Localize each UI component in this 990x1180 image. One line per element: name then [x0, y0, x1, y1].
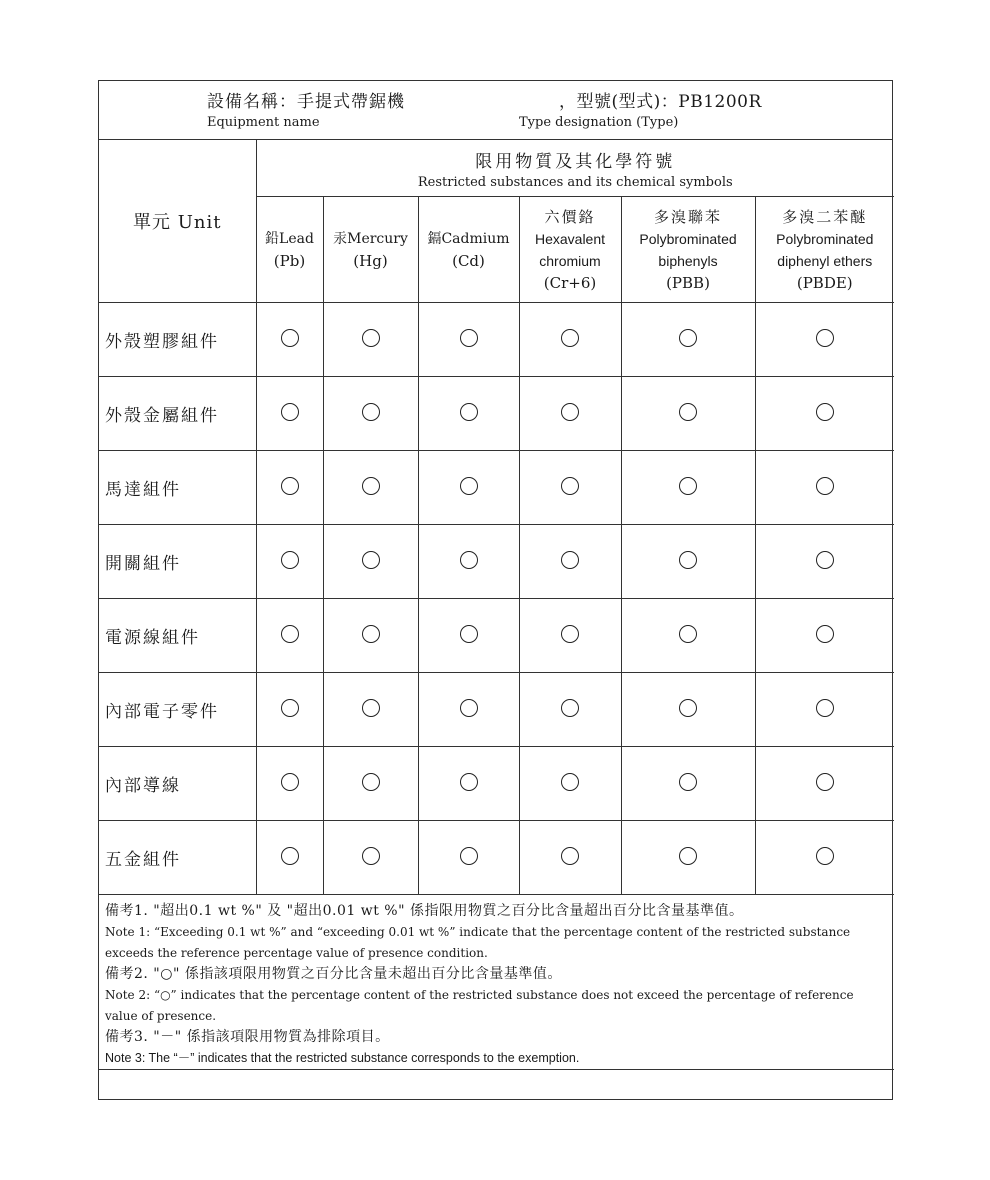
circle-mark-icon: [679, 847, 697, 865]
substance-cell: [621, 747, 755, 821]
circle-mark-icon: [679, 477, 697, 495]
table-row: [99, 673, 894, 747]
substance-cell: [755, 525, 894, 599]
row-label: 外殼金屬組件: [99, 377, 256, 451]
substance-cell: [323, 451, 418, 525]
row-label: 電源線組件: [99, 599, 256, 673]
circle-mark-icon: [816, 551, 834, 569]
col-cadmium-name: 鎘Cadmium: [427, 230, 510, 247]
substance-cell: [755, 599, 894, 673]
substance-cell: [621, 821, 755, 895]
substance-cell: [755, 451, 894, 525]
circle-mark-icon: [362, 625, 380, 643]
circle-mark-icon: [679, 773, 697, 791]
substance-cell: [621, 451, 755, 525]
circle-mark-icon: [561, 551, 579, 569]
col-mercury-symbol: (Hg): [353, 251, 388, 270]
row-label: 開關組件: [99, 525, 256, 599]
row-label: 馬達組件: [99, 451, 256, 525]
restricted-header-en: Restricted substances and its chemical symbols: [417, 174, 733, 190]
row-label: 外殼塑膠組件: [99, 303, 256, 377]
type-designation-en: Type designation (Type): [519, 115, 679, 130]
row-label: 內部電子零件: [99, 673, 256, 747]
circle-mark-icon: [561, 625, 579, 643]
circle-mark-icon: [679, 403, 697, 421]
equipment-name-en: Equipment name: [207, 115, 320, 130]
col-pbb-en1: Polybrominated: [639, 230, 737, 247]
equipment-name-zh: 設備名稱：手提式帶鋸機: [207, 92, 405, 112]
restricted-substances-header: [256, 140, 894, 197]
substance-cell: [256, 821, 323, 895]
circle-mark-icon: [561, 847, 579, 865]
circle-mark-icon: [281, 625, 299, 643]
substance-cell: [256, 451, 323, 525]
col-mercury-name: 汞Mercury: [333, 230, 408, 247]
col-mercury: [323, 197, 418, 303]
table-row: [99, 747, 894, 821]
col-cr6-zh: 六價鉻: [544, 207, 596, 226]
col-pbb-symbol: (PBB): [666, 273, 710, 292]
substance-cell: [519, 451, 621, 525]
table-row: [99, 303, 894, 377]
substance-cell: [323, 673, 418, 747]
note2-en: Note 2: “○” indicates that the percentage content of the restricted substance does not exceed the percentage of reference value of presence.: [105, 988, 854, 1023]
substance-cell: [323, 303, 418, 377]
col-pbb-en2: biphenyls: [658, 252, 718, 269]
circle-mark-icon: [281, 773, 299, 791]
circle-mark-icon: [281, 403, 299, 421]
circle-mark-icon: [362, 847, 380, 865]
substance-cell: [755, 821, 894, 895]
circle-mark-icon: [460, 773, 478, 791]
circle-mark-icon: [281, 551, 299, 569]
col-pbb: [621, 197, 755, 303]
table-row: [99, 377, 894, 451]
substance-cell: [418, 303, 519, 377]
notes-cell: [99, 895, 894, 1070]
col-pbde-en2: diphenyl ethers: [777, 252, 873, 269]
circle-mark-icon: [460, 329, 478, 347]
note2-zh: 備考2. "○" 係指該項限用物質之百分比含量未超出百分比含量基準值。: [105, 966, 562, 982]
col-pbde-zh: 多溴二苯醚: [782, 207, 868, 226]
substance-cell: [755, 673, 894, 747]
substance-cell: [323, 377, 418, 451]
circle-mark-icon: [281, 477, 299, 495]
substance-cell: [621, 377, 755, 451]
substance-cell: [256, 377, 323, 451]
circle-mark-icon: [460, 699, 478, 717]
table-row: [99, 525, 894, 599]
restricted-header-zh: 限用物質及其化學符號: [475, 151, 676, 172]
circle-mark-icon: [561, 477, 579, 495]
circle-mark-icon: [816, 625, 834, 643]
col-lead: [256, 197, 323, 303]
substance-cell: [519, 377, 621, 451]
circle-mark-icon: [679, 329, 697, 347]
substance-cell: [418, 525, 519, 599]
substance-cell: [256, 303, 323, 377]
substance-cell: [418, 747, 519, 821]
circle-mark-icon: [362, 403, 380, 421]
substance-cell: [519, 673, 621, 747]
circle-mark-icon: [460, 403, 478, 421]
circle-mark-icon: [679, 699, 697, 717]
col-cr6-en2: chromium: [539, 252, 601, 269]
substance-cell: [621, 673, 755, 747]
note3-zh: 備考3. "－" 係指該項限用物質為排除項目。: [105, 1029, 390, 1045]
col-lead-symbol: (Pb): [273, 251, 306, 270]
col-pbde-en1: Polybrominated: [776, 230, 874, 247]
substance-cell: [621, 525, 755, 599]
substance-cell: [256, 747, 323, 821]
circle-mark-icon: [281, 847, 299, 865]
substance-cell: [323, 599, 418, 673]
row-label: 五金組件: [99, 821, 256, 895]
substance-cell: [519, 599, 621, 673]
circle-mark-icon: [362, 477, 380, 495]
substance-cell: [755, 303, 894, 377]
substance-cell: [256, 599, 323, 673]
substance-cell: [323, 821, 418, 895]
circle-mark-icon: [561, 403, 579, 421]
row-label: 內部導線: [99, 747, 256, 821]
equipment-header: [99, 81, 892, 140]
note1-zh: 備考1. "超出0.1 wt %" 及 "超出0.01 wt %" 係指限用物質之百分比含量超出百分比含量基準值。: [105, 903, 744, 919]
circle-mark-icon: [362, 329, 380, 347]
substance-cell: [519, 303, 621, 377]
substance-cell: [323, 747, 418, 821]
circle-mark-icon: [460, 625, 478, 643]
circle-mark-icon: [816, 403, 834, 421]
unit-header: 單元 Unit: [99, 140, 256, 303]
col-cr6-symbol: (Cr+6): [543, 273, 597, 292]
col-pbde: [755, 197, 894, 303]
substance-cell: [519, 525, 621, 599]
circle-mark-icon: [362, 551, 380, 569]
substance-cell: [755, 377, 894, 451]
note3-en: Note 3: The “－” indicates that the restricted substance corresponds to the exemption.: [105, 1051, 580, 1065]
circle-mark-icon: [816, 699, 834, 717]
circle-mark-icon: [460, 551, 478, 569]
circle-mark-icon: [561, 699, 579, 717]
col-hexavalent-chromium: [519, 197, 621, 303]
circle-mark-icon: [281, 699, 299, 717]
type-designation-zh: ，型號(型式)：PB1200R: [559, 92, 762, 112]
substance-cell: [418, 673, 519, 747]
substance-cell: [621, 303, 755, 377]
substance-cell: [323, 525, 418, 599]
substance-cell: [418, 377, 519, 451]
circle-mark-icon: [362, 773, 380, 791]
col-pbde-symbol: (PBDE): [796, 273, 853, 292]
col-cadmium-symbol: (Cd): [452, 251, 485, 270]
substance-cell: [418, 599, 519, 673]
rohs-declaration-document: [98, 80, 893, 1100]
table-row: [99, 821, 894, 895]
table-body: [99, 303, 894, 895]
col-lead-name: 鉛Lead: [265, 230, 314, 247]
col-pbb-zh: 多溴聯苯: [653, 207, 722, 226]
note1-en: Note 1: “Exceeding 0.1 wt %” and “exceeding 0.01 wt %” indicate that the percentage content of the restricted substance exceeds the reference percentage value of presence condition.: [105, 925, 851, 960]
circle-mark-icon: [816, 773, 834, 791]
substance-cell: [519, 821, 621, 895]
circle-mark-icon: [816, 847, 834, 865]
circle-mark-icon: [561, 329, 579, 347]
circle-mark-icon: [362, 699, 380, 717]
substance-cell: [256, 525, 323, 599]
substance-cell: [519, 747, 621, 821]
circle-mark-icon: [460, 477, 478, 495]
circle-mark-icon: [281, 329, 299, 347]
substance-cell: [418, 451, 519, 525]
substance-cell: [621, 599, 755, 673]
circle-mark-icon: [816, 329, 834, 347]
table-row: [99, 599, 894, 673]
table-row: [99, 451, 894, 525]
substance-cell: [418, 821, 519, 895]
restricted-substances-table: [99, 140, 894, 1070]
circle-mark-icon: [460, 847, 478, 865]
circle-mark-icon: [679, 625, 697, 643]
circle-mark-icon: [816, 477, 834, 495]
circle-mark-icon: [561, 773, 579, 791]
substance-cell: [755, 747, 894, 821]
circle-mark-icon: [679, 551, 697, 569]
col-cr6-en1: Hexavalent: [534, 230, 606, 247]
substance-cell: [256, 673, 323, 747]
col-cadmium: [418, 197, 519, 303]
